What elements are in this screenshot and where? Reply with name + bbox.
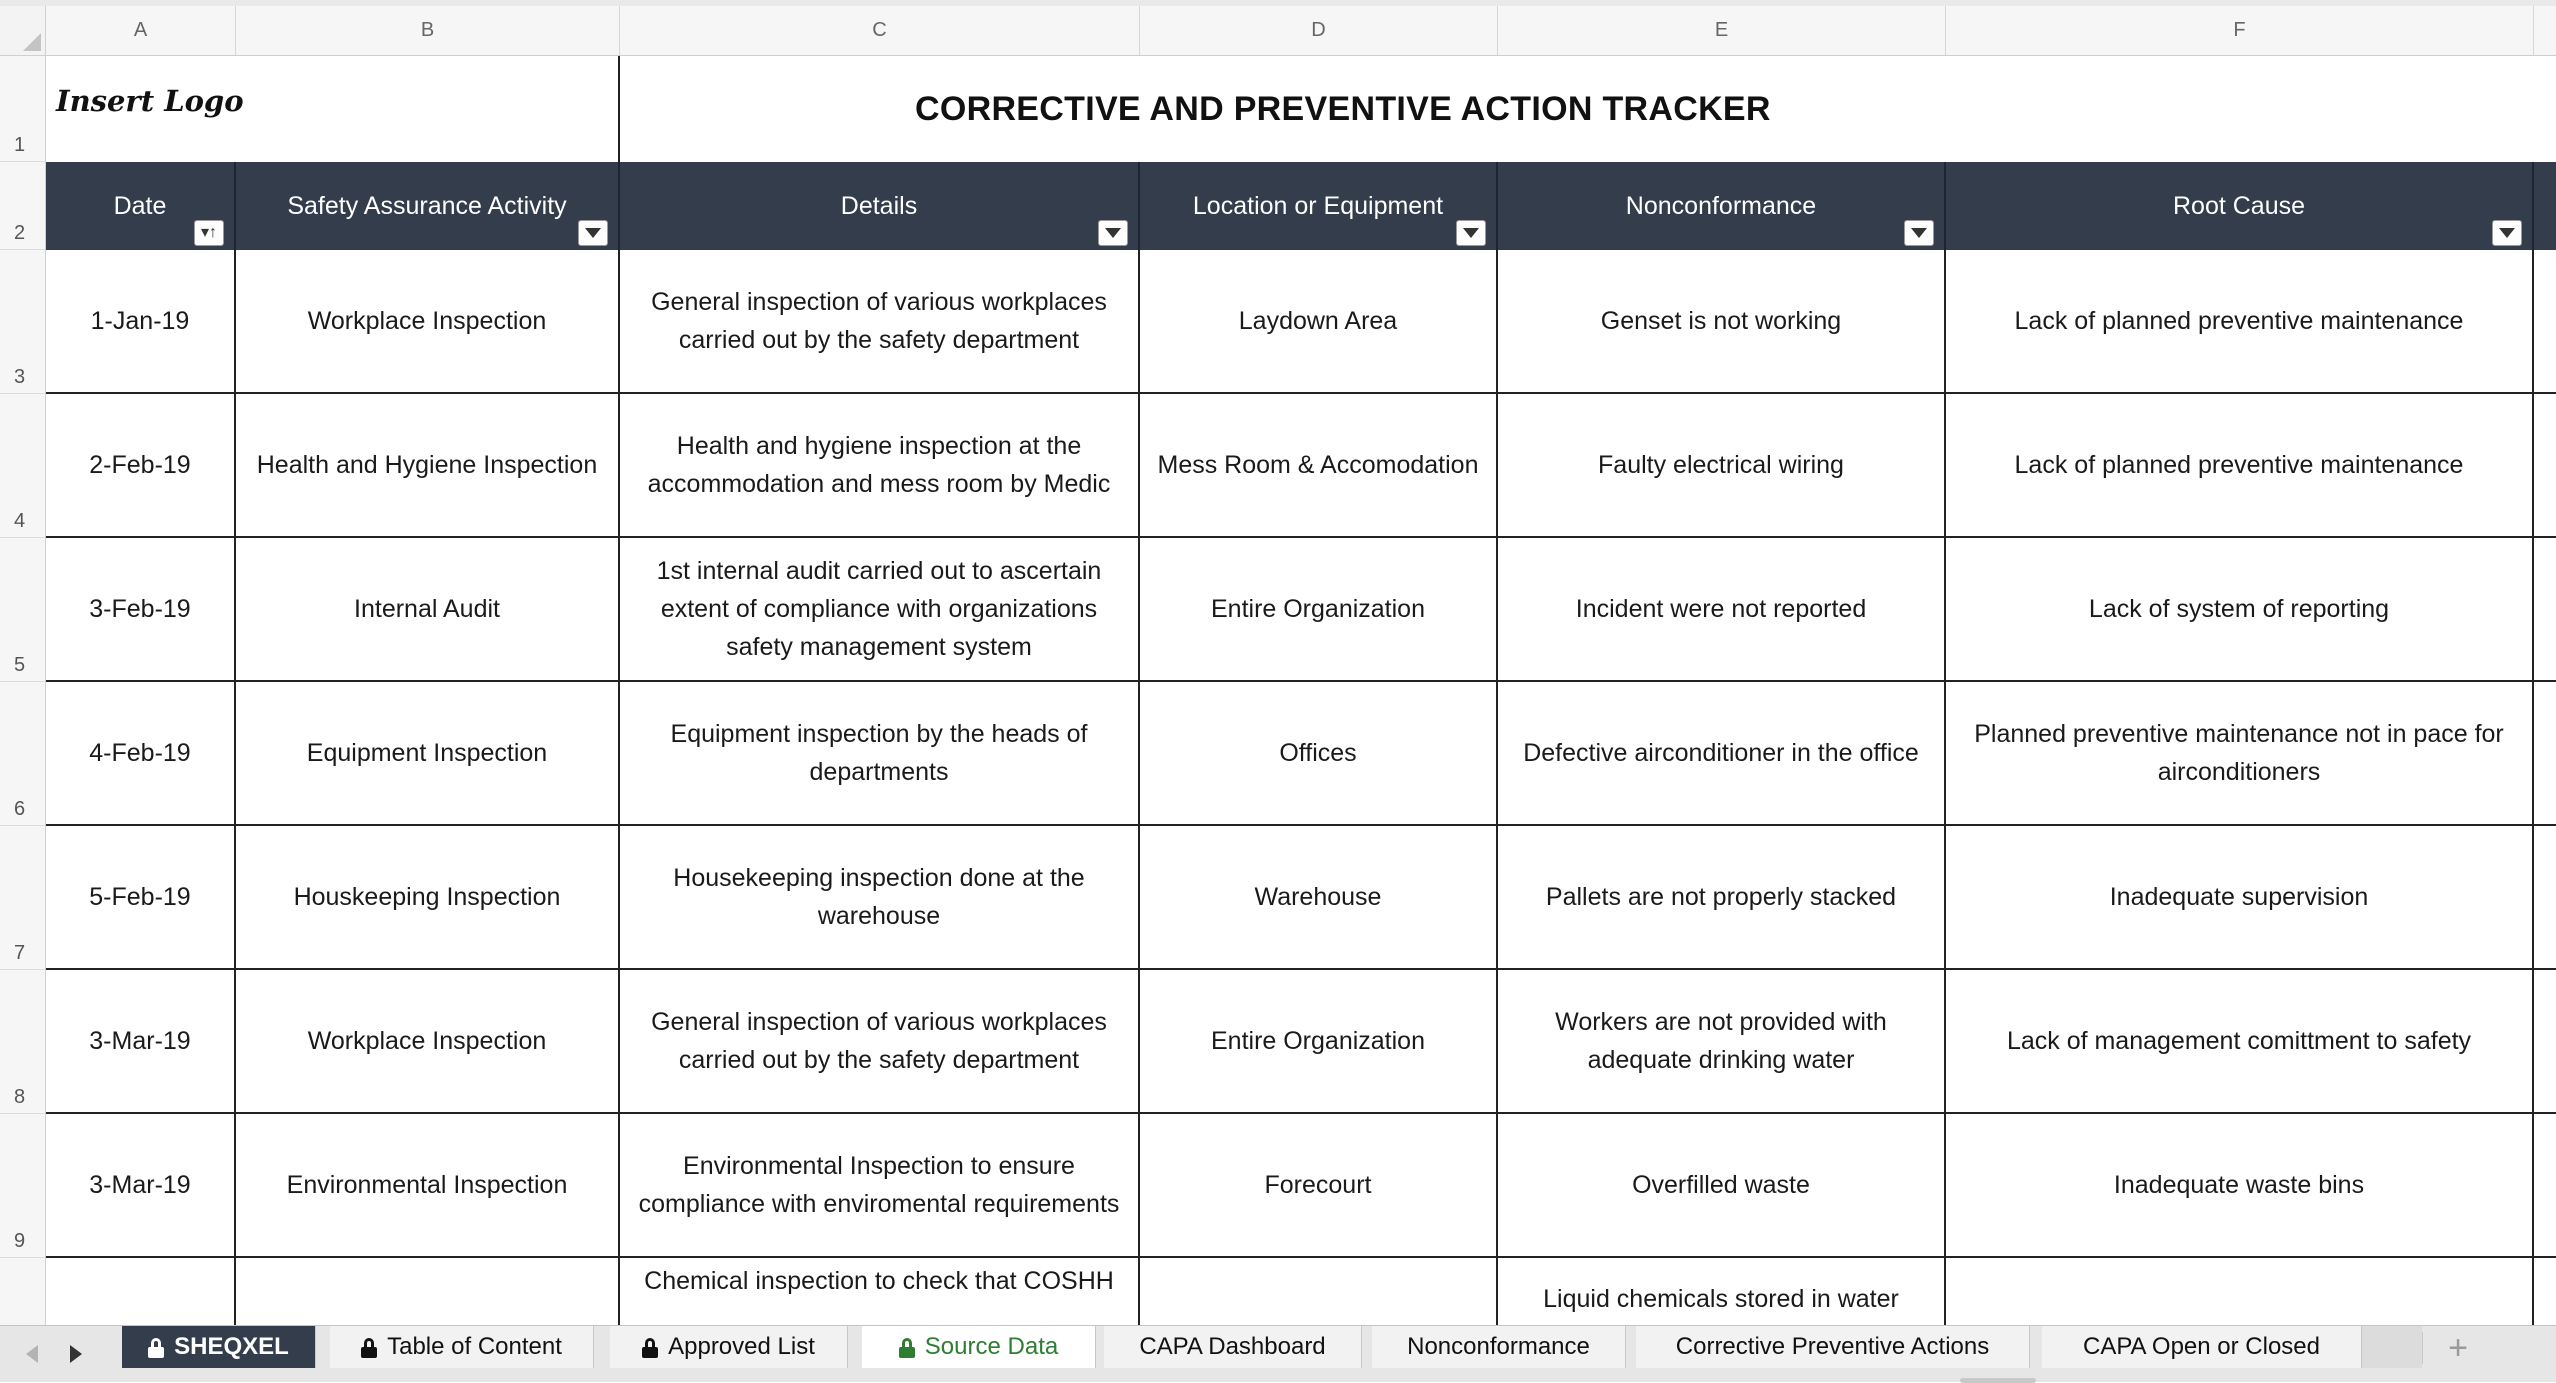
header-nonconformance[interactable] [1498,162,1946,250]
cell-location[interactable]: Warehouse [1140,826,1498,970]
cell-nonconformance[interactable]: Incident were not reported [1498,538,1946,682]
lock-icon [642,1338,658,1358]
column-header-a[interactable]: A [46,6,236,56]
arrow-left-icon [26,1345,38,1363]
cell-details[interactable]: Equipment inspection by the heads of departments [620,682,1140,826]
lock-icon [899,1338,915,1358]
cell-activity[interactable] [236,1258,620,1325]
cell-root-cause[interactable] [1946,1258,2534,1325]
sheet-tab-label: Approved List [668,1333,815,1360]
cell-nonconformance[interactable]: Overfilled waste [1498,1114,1946,1258]
sheet-tab-approved-list[interactable] [610,1326,848,1368]
cell-details[interactable]: Chemical inspection to check that COSHH [620,1258,1140,1325]
cell-details[interactable]: General inspection of various workplaces carried out by the safety department [620,970,1140,1114]
header-next-column[interactable] [2534,162,2556,250]
cell-date[interactable]: 3-Feb-19 [46,538,236,682]
select-all-corner[interactable] [0,6,46,56]
cell-details[interactable]: General inspection of various workplaces carried out by the safety department [620,250,1140,394]
sheet-tab-corrective-preventive-actions[interactable] [1636,1326,2030,1368]
column-header-b[interactable]: B [236,6,620,56]
lock-icon [361,1338,377,1358]
row-header-10[interactable] [0,1258,46,1325]
cell-date[interactable]: 3-Mar-19 [46,1114,236,1258]
column-header-g[interactable] [2534,6,2556,56]
cell-next-column[interactable] [2534,826,2556,970]
column-header-f[interactable]: F [1946,6,2534,56]
filter-dropdown-icon [2499,228,2515,238]
cell-root-cause[interactable]: Inadequate supervision [1946,826,2534,970]
cell-next-column[interactable] [2534,394,2556,538]
cell-nonconformance[interactable]: Pallets are not properly stacked [1498,826,1946,970]
cell-date[interactable] [46,1258,236,1325]
cell-location[interactable]: Offices [1140,682,1498,826]
cell-next-column[interactable] [2534,1258,2556,1325]
sheet-tab-label: SHEQXEL [174,1333,289,1360]
cell-root-cause[interactable]: Lack of planned preventive maintenance [1946,250,2534,394]
header-activity[interactable] [236,162,620,250]
column-header-d[interactable]: D [1140,6,1498,56]
add-sheet-button[interactable]: + [2422,1332,2493,1364]
logo-cell[interactable] [46,56,620,162]
filter-button-root-cause[interactable] [2492,220,2522,246]
cell-nonconformance[interactable]: Faulty electrical wiring [1498,394,1946,538]
cell-date[interactable]: 1-Jan-19 [46,250,236,394]
filter-dropdown-icon [1911,228,1927,238]
title-cell[interactable] [620,56,2556,162]
cell-root-cause[interactable]: Lack of planned preventive maintenance [1946,394,2534,538]
cell-details[interactable]: 1st internal audit carried out to ascertain extent of compliance with organizations safety management system [620,538,1140,682]
header-date-label: Date [113,191,167,220]
sort-ascending-icon: ▾↑ [200,224,218,241]
page-title: CORRECTIVE AND PREVENTIVE ACTION TRACKER [915,89,1771,128]
sheet-tab-nonconformance[interactable] [1372,1326,1626,1368]
lock-icon [148,1338,164,1358]
cell-date[interactable]: 2-Feb-19 [46,394,236,538]
row-header-9[interactable]: 9 [0,1114,46,1258]
header-location-label: Location or Equipment [1192,191,1444,220]
cell-next-column[interactable] [2534,538,2556,682]
column-header-c[interactable]: C [620,6,1140,56]
filter-dropdown-icon [1463,228,1479,238]
row-header-3[interactable]: 3 [0,250,46,394]
row-header-1[interactable]: 1 [0,56,46,162]
filter-dropdown-icon [585,228,601,238]
cell-root-cause[interactable]: Planned preventive maintenance not in pace for airconditioners [1946,682,2534,826]
sheet-tab-source-data[interactable] [862,1326,1096,1368]
column-header-e[interactable]: E [1498,6,1946,56]
cell-location[interactable]: Entire Organization [1140,538,1498,682]
cell-date[interactable]: 3-Mar-19 [46,970,236,1114]
cell-nonconformance[interactable]: Workers are not provided with adequate drinking water [1498,970,1946,1114]
logo-placeholder: Insert Logo [56,84,244,118]
cell-next-column[interactable] [2534,1114,2556,1258]
row-header-7[interactable]: 7 [0,826,46,970]
cell-activity[interactable]: Environmental Inspection [236,1114,620,1258]
cell-activity[interactable]: Health and Hygiene Inspection [236,394,620,538]
row-header-2[interactable]: 2 [0,162,46,250]
sheet-tab-label: CAPA Dashboard [1139,1333,1326,1360]
cell-details[interactable]: Health and hygiene inspection at the accommodation and mess room by Medic [620,394,1140,538]
tab-overflow-spacer [2362,1326,2422,1368]
cell-nonconformance[interactable]: Liquid chemicals stored in water [1498,1258,1946,1325]
filter-button-details[interactable] [1098,220,1128,246]
cell-root-cause[interactable]: Lack of management comittment to safety [1946,970,2534,1114]
filter-button-activity[interactable] [578,220,608,246]
cell-activity[interactable]: Workplace Inspection [236,970,620,1114]
tab-scroll-right-button[interactable] [62,1340,90,1368]
sheet-tab-label: Source Data [924,1333,1059,1360]
cell-next-column[interactable] [2534,682,2556,826]
sheet-tab-label: Table of Content [387,1333,562,1360]
header-location[interactable] [1140,162,1498,250]
cell-details[interactable]: Environmental Inspection to ensure compliance with enviromental requirements [620,1114,1140,1258]
cell-date[interactable]: 4-Feb-19 [46,682,236,826]
row-header-4[interactable]: 4 [0,394,46,538]
cell-nonconformance[interactable]: Genset is not working [1498,250,1946,394]
cell-root-cause[interactable]: Inadequate waste bins [1946,1114,2534,1258]
cell-date[interactable]: 5-Feb-19 [46,826,236,970]
header-date[interactable] [46,162,236,250]
cell-location[interactable]: Entire Organization [1140,970,1498,1114]
cell-location[interactable]: Laydown Area [1140,250,1498,394]
sheet-tab-capa-open-or-closed[interactable] [2042,1326,2362,1368]
cell-next-column[interactable] [2534,970,2556,1114]
header-nonconformance-label: Nonconformance [1625,191,1817,220]
cell-location[interactable]: Forecourt [1140,1114,1498,1258]
cell-details[interactable]: Housekeeping inspection done at the warehouse [620,826,1140,970]
arrow-right-icon [70,1345,82,1363]
row-header-8[interactable]: 8 [0,970,46,1114]
sheet-tab-label: Nonconformance [1407,1333,1590,1360]
cell-location[interactable] [1140,1258,1498,1325]
filter-dropdown-icon [1105,228,1121,238]
sheet-tab-label: Corrective Preventive Actions [1675,1333,1990,1360]
header-details-label: Details [840,191,918,220]
cell-root-cause[interactable]: Lack of system of reporting [1946,538,2534,682]
cell-activity[interactable]: Workplace Inspection [236,250,620,394]
cell-activity[interactable]: Houskeeping Inspection [236,826,620,970]
filter-button-nonconformance[interactable] [1904,220,1934,246]
cell-nonconformance[interactable]: Defective airconditioner in the office [1498,682,1946,826]
sheet-tab-capa-dashboard[interactable] [1104,1326,1362,1368]
sort-filter-button-date[interactable] [194,220,224,246]
horizontal-scrollbar[interactable] [1960,1378,2036,1383]
cell-activity[interactable]: Internal Audit [236,538,620,682]
sheet-tab-sheqxel[interactable] [122,1326,316,1368]
cell-activity[interactable]: Equipment Inspection [236,682,620,826]
cell-next-column[interactable] [2534,250,2556,394]
sheet-tab-label: CAPA Open or Closed [2082,1333,2320,1360]
filter-button-location[interactable] [1456,220,1486,246]
sheet-tab-table-of-content[interactable] [330,1326,594,1368]
cell-location[interactable]: Mess Room & Accomodation [1140,394,1498,538]
row-header-6[interactable]: 6 [0,682,46,826]
sheet-tab-bar [0,1325,2556,1382]
row-header-5[interactable]: 5 [0,538,46,682]
header-details[interactable] [620,162,1140,250]
header-activity-label: Safety Assurance Activity [287,191,567,220]
header-root-cause[interactable] [1946,162,2534,250]
tab-scroll-left-button[interactable] [18,1340,46,1368]
header-root-cause-label: Root Cause [2172,191,2306,220]
